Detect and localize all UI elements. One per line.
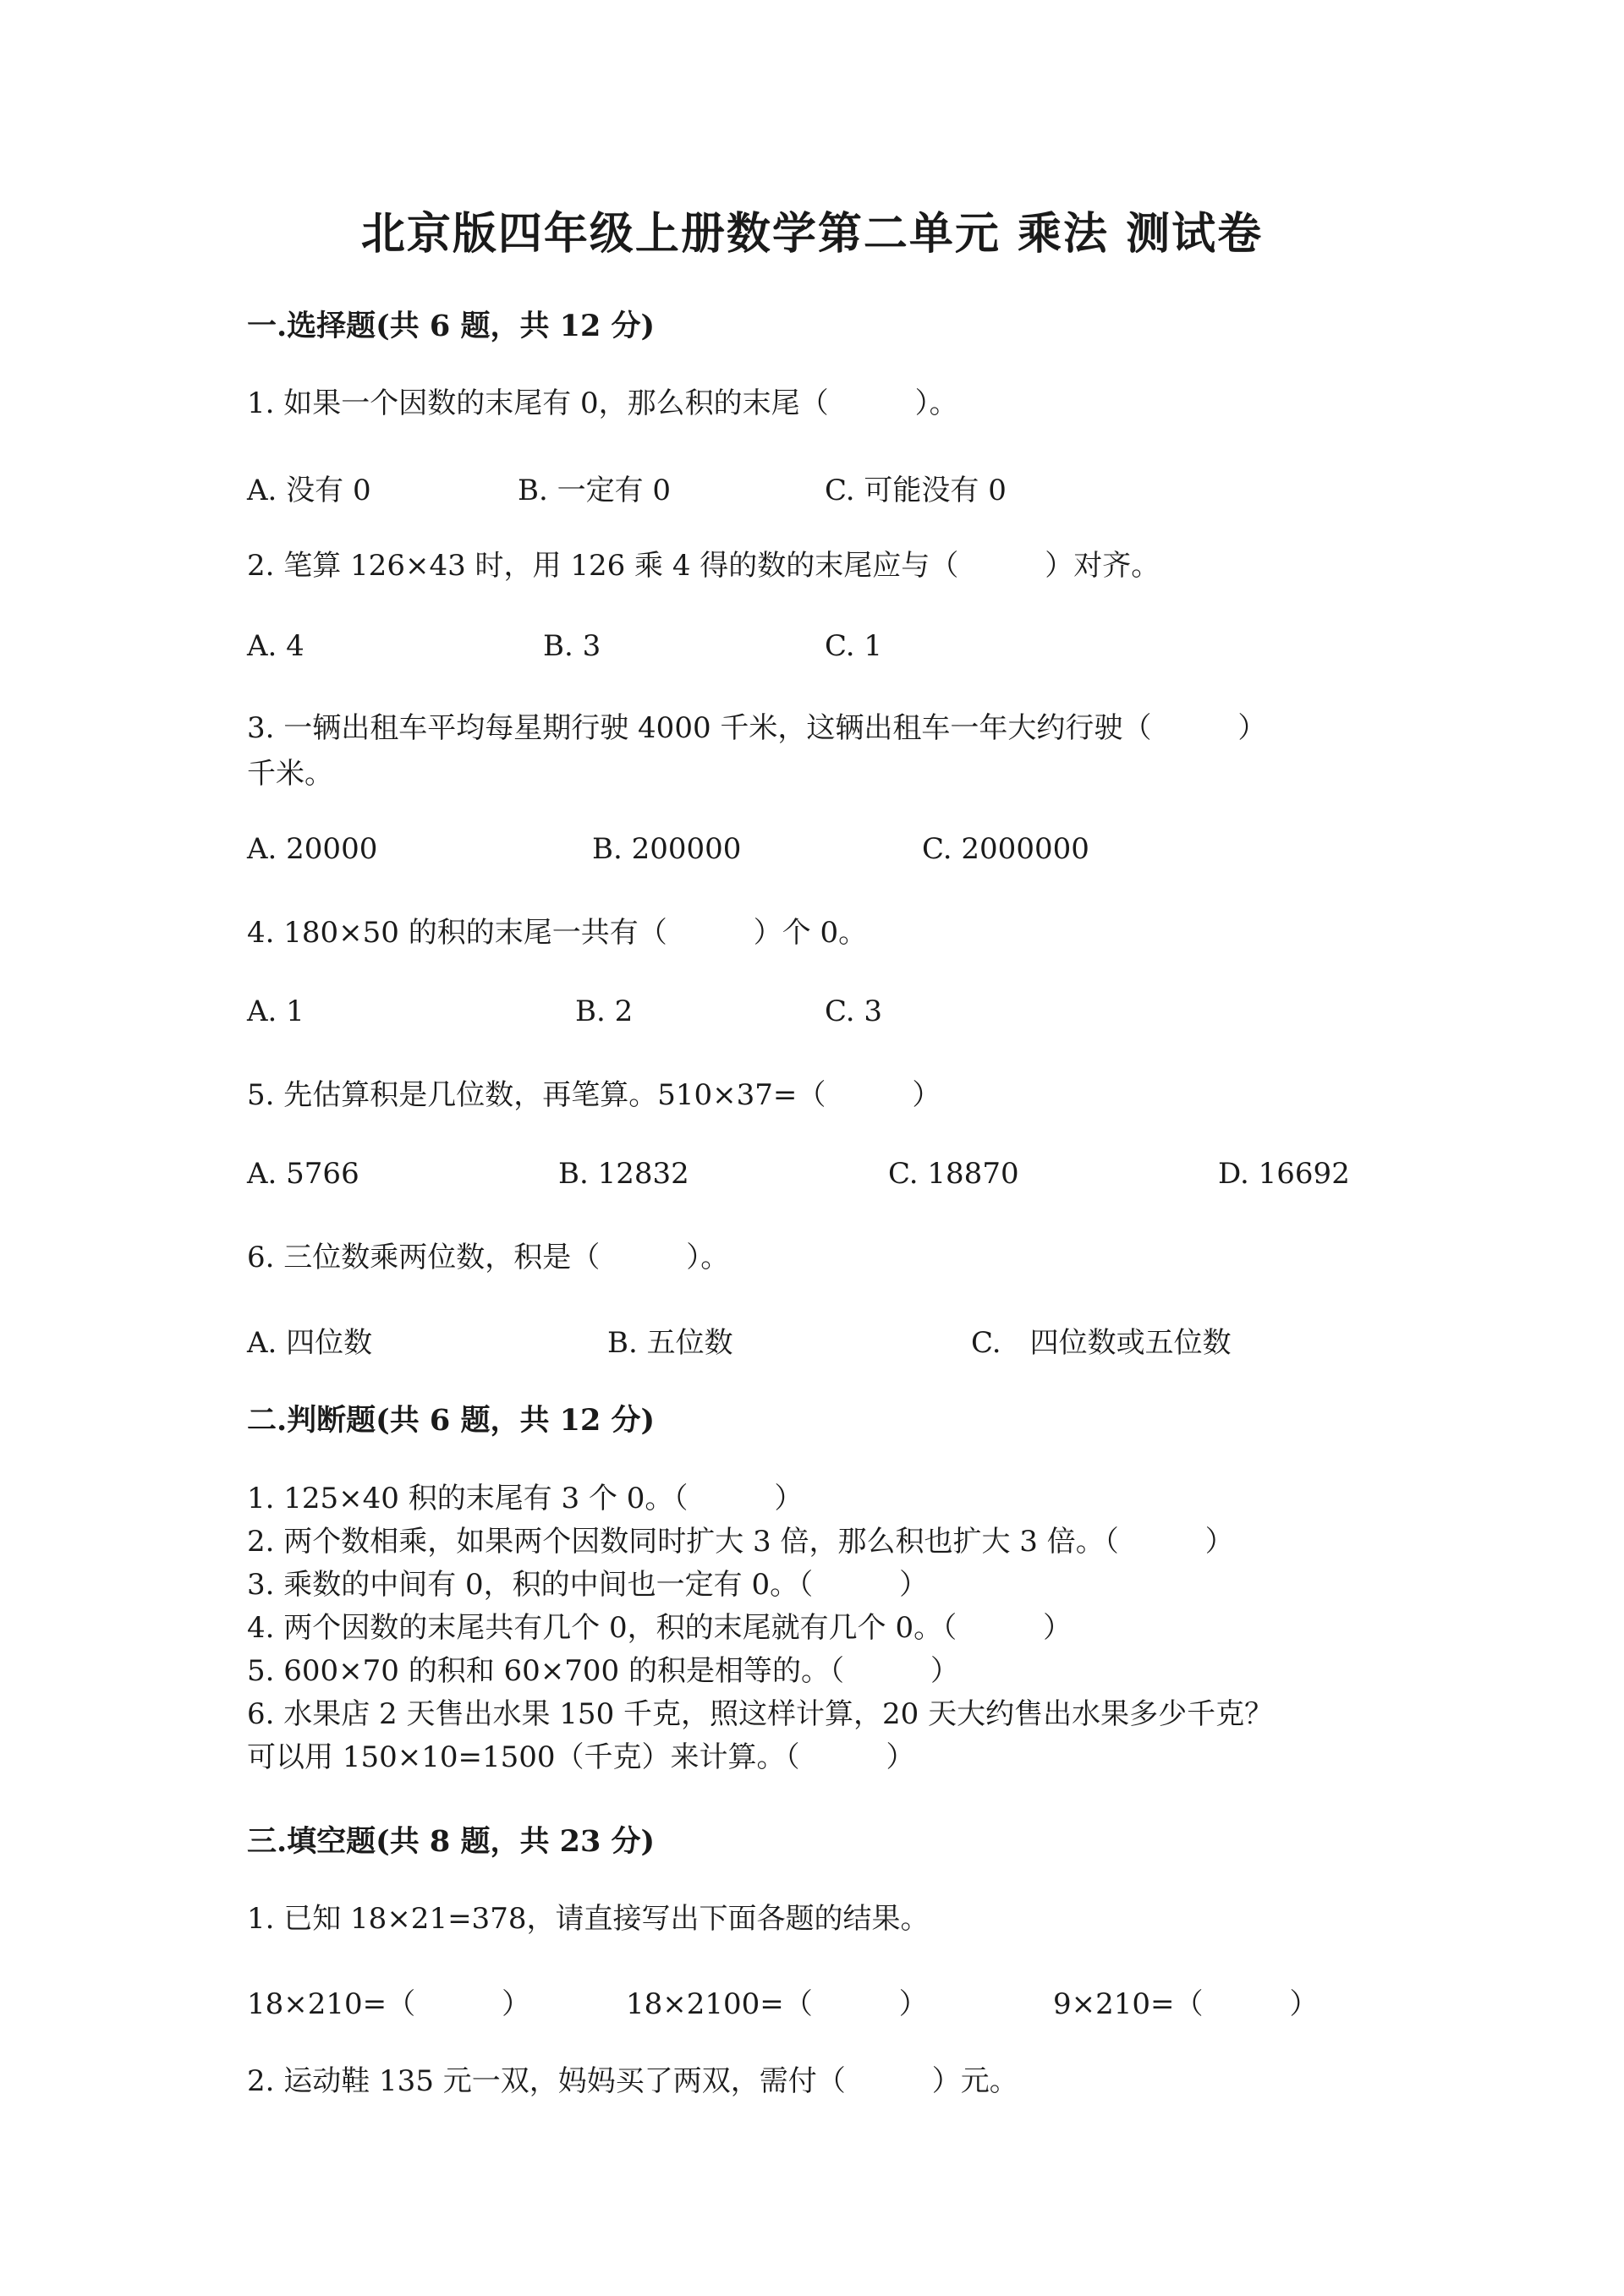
question-text: 4. 180×50 的积的末尾一共有（ ）个 0。 xyxy=(247,916,868,950)
option-c: C. 2000000 xyxy=(922,832,1089,866)
option-c: C. 18870 xyxy=(888,1157,1019,1191)
question-text: 3. 一辆出租车平均每星期行驶 4000 千米，这辆出租车一年大约行驶（ ） xyxy=(247,711,1267,745)
option-b: B. 200000 xyxy=(592,832,742,866)
section-heading-fill-blank: 三.填空题(共 8 题，共 23 分) xyxy=(247,1824,656,1859)
page-title: 北京版四年级上册数学第二单元 乘法 测试卷 xyxy=(360,208,1264,260)
option-a: A. 没有 0 xyxy=(247,474,371,507)
option-c: C. 3 xyxy=(825,995,883,1028)
statement-line: 3. 乘数的中间有 0，积的中间也一定有 0。（ ） xyxy=(247,1568,929,1602)
fill-item: 18×210=（ ） xyxy=(247,1987,531,2021)
statement-line: 1. 125×40 积的末尾有 3 个 0。（ ） xyxy=(247,1482,804,1515)
question-text: 5. 先估算积是几位数，再笔算。510×37=（ ） xyxy=(247,1078,941,1112)
section-heading-judgement: 二.判断题(共 6 题，共 12 分) xyxy=(247,1403,656,1438)
option-a: A. 1 xyxy=(247,995,304,1028)
option-a: A. 5766 xyxy=(247,1157,359,1191)
statement-line: 6. 水果店 2 天售出水果 150 千克，照这样计算，20 天大约售出水果多少千克？ xyxy=(247,1697,1274,1731)
option-c: C. 可能没有 0 xyxy=(825,474,1007,507)
option-b: B. 3 xyxy=(543,629,601,663)
statement-line: 2. 两个数相乘，如果两个因数同时扩大 3 倍，那么积也扩大 3 倍。（ ） xyxy=(247,1525,1234,1559)
option-c: C. 四位数或五位数 xyxy=(971,1326,1232,1360)
statement-line: 4. 两个因数的末尾共有几个 0，积的末尾就有几个 0。（ ） xyxy=(247,1611,1073,1645)
option-b: B. 12832 xyxy=(558,1157,689,1191)
fill-item: 18×2100=（ ） xyxy=(626,1987,928,2021)
option-a: A. 20000 xyxy=(247,832,378,866)
option-d: D. 16692 xyxy=(1218,1157,1350,1191)
option-b: B. 五位数 xyxy=(607,1326,733,1360)
question-text: 2. 运动鞋 135 元一双，妈妈买了两双，需付（ ）元。 xyxy=(247,2064,1018,2098)
question-text: 1. 如果一个因数的末尾有 0，那么积的末尾（ ）。 xyxy=(247,386,958,420)
option-c: C. 1 xyxy=(825,629,883,663)
section-heading-choice: 一.选择题(共 6 题，共 12 分) xyxy=(247,309,656,343)
question-text-continued: 千米。 xyxy=(247,757,333,791)
question-text: 6. 三位数乘两位数，积是（ ）。 xyxy=(247,1241,730,1274)
option-b: B. 2 xyxy=(575,995,634,1028)
option-a: A. 4 xyxy=(247,629,304,663)
statement-line: 5. 600×70 的积和 60×700 的积是相等的。（ ） xyxy=(247,1654,959,1688)
statement-line: 可以用 150×10=1500（千克）来计算。（ ） xyxy=(247,1740,915,1774)
option-a: A. 四位数 xyxy=(247,1326,373,1360)
fill-item: 9×210=（ ） xyxy=(1053,1987,1319,2021)
question-text: 2. 笔算 126×43 时，用 126 乘 4 得的数的末尾应与（ ）对齐。 xyxy=(247,549,1160,583)
question-text: 1. 已知 18×21=378，请直接写出下面各题的结果。 xyxy=(247,1902,930,1936)
option-b: B. 一定有 0 xyxy=(518,474,672,507)
